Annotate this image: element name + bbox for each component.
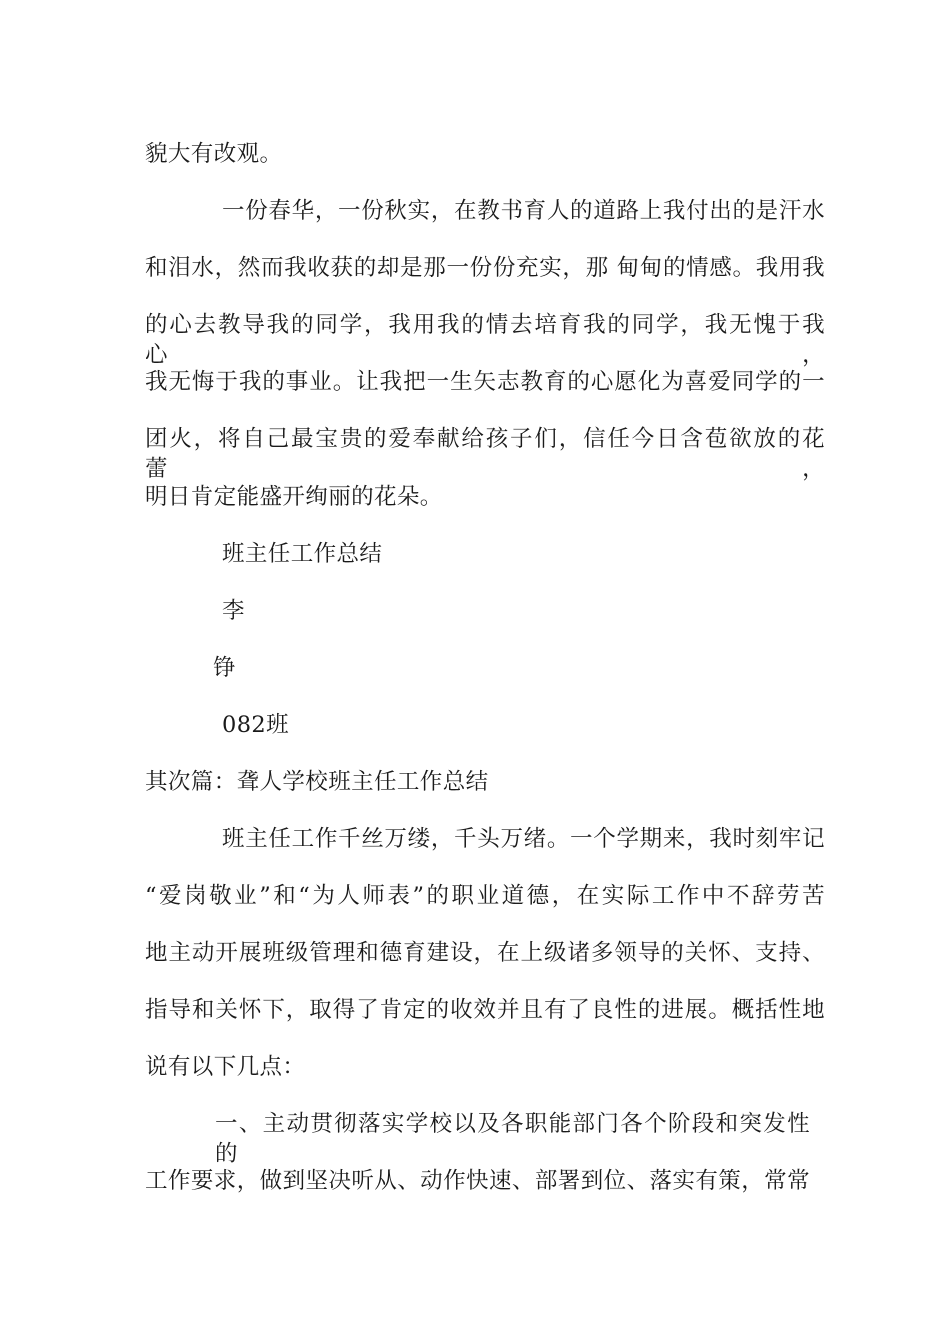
signature-name-part: 铮 xyxy=(213,655,236,681)
text-line: 我无悔于我的事业。让我把一生矢志教育的心愿化为喜爱同学的一 xyxy=(145,369,825,395)
signature-title: 班主任工作总结 xyxy=(222,541,383,567)
text-line: 地主动开展班级管理和德育建设，在上级诸多领导的关怀、支持、 xyxy=(145,940,825,966)
text-line: 明日肯定能盛开绚丽的花朵。 xyxy=(145,484,443,510)
text-line: 指导和关怀下，取得了肯定的收效并且有了良性的进展。概括性地 xyxy=(145,997,825,1023)
signature-name-part: 李 xyxy=(222,598,245,624)
section-heading: 其次篇：聋人学校班主任工作总结 xyxy=(145,769,489,795)
paragraph-first-line: 一、主动贯彻落实学校以及各职能部门各个阶段和突发性的 xyxy=(215,1111,810,1167)
paragraph-first-line: 一份春华，一份秋实，在教书育人的道路上我付出的是汗水 xyxy=(222,198,825,224)
text-line: “爱岗敬业”和“为人师表”的职业道德，在实际工作中不辞劳苦 xyxy=(145,883,825,909)
text-line: 工作要求，做到坚决听从、动作快速、部署到位、落实有策，常常 xyxy=(145,1168,810,1194)
text-line: 貌大有改观。 xyxy=(145,141,283,167)
text-line: 团火，将自己最宝贵的爱奉献给孩子们，信任今日含苞欲放的花蕾， xyxy=(145,426,825,482)
text-line: 和泪水，然而我收获的却是那一份份充实，那 甸甸的情感。我用我 xyxy=(145,255,825,281)
text-line: 的心去教导我的同学，我用我的情去培育我的同学，我无愧于我心， xyxy=(145,312,825,368)
signature-class: 082班 xyxy=(222,712,290,738)
paragraph-first-line: 班主任工作千丝万缕，千头万绪。一个学期来，我时刻牢记 xyxy=(222,826,825,852)
text-line: 说有以下几点： xyxy=(145,1054,306,1080)
